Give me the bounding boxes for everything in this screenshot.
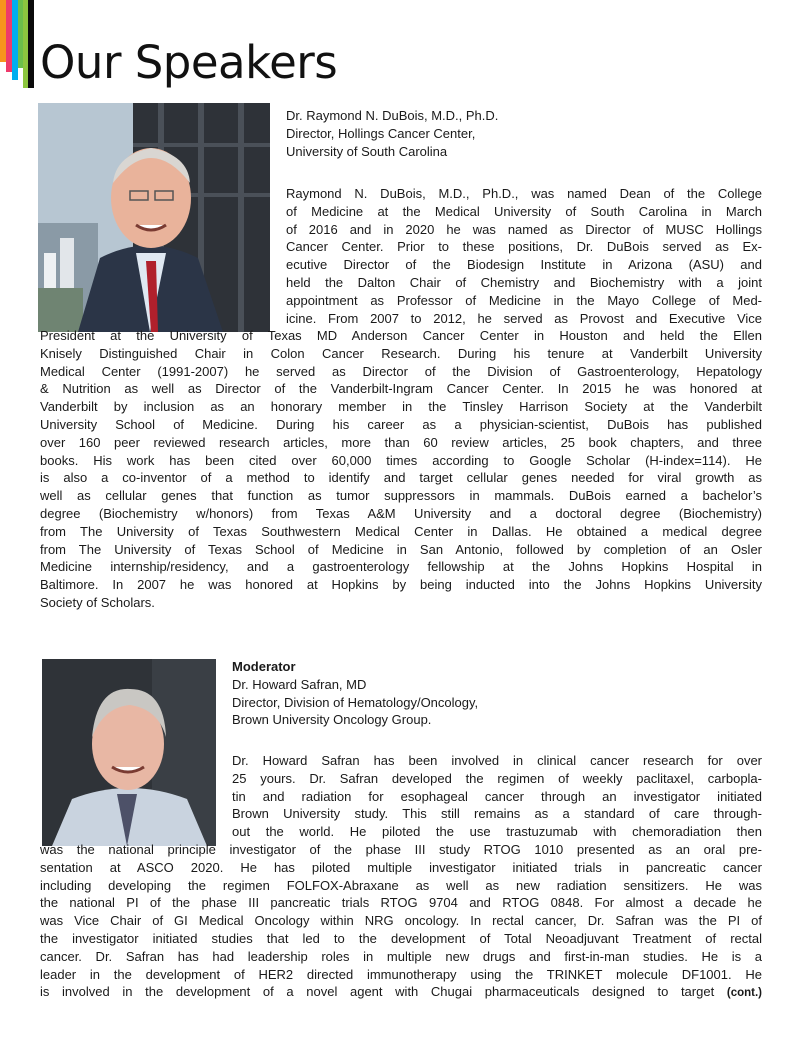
moderator-label: Moderator — [232, 659, 296, 674]
bio-line: over 160 peer reviewed research articles, more than 60 review articles, 25 book chapters, and three — [40, 434, 762, 450]
moderator-affiliation: Brown University Oncology Group. — [232, 712, 432, 728]
bio-line: Society of Scholars. — [40, 594, 155, 610]
bio-line: held the Dalton Chair of Chemistry and Biochemistry with a joint — [286, 274, 762, 290]
bio-line: Raymond N. DuBois, M.D., Ph.D., was named Dean of the College — [286, 186, 762, 201]
bio-line-last — [40, 983, 762, 1003]
bio-line: of 2016 and in 2020 he was named as Director of MUSC Hollings — [286, 221, 762, 237]
bio-line: the national PI of the phase III pancreatic trials RTOG 9704 and RTOG 0848. For almost a decade he — [40, 895, 762, 911]
bio-line: Medicine internship/residency, and a gastroenterology fellowship at the Johns Hopkins Hospital in — [40, 559, 762, 575]
bio-line: tin and radiation for esophageal cancer through an investigator initiated — [232, 788, 762, 804]
continued-marker: (cont.) — [726, 987, 762, 1000]
speaker-photo-dubois — [38, 103, 270, 332]
moderator-name: Dr. Howard Safran, MD — [232, 676, 367, 692]
page-title: Our Speakers — [40, 36, 338, 89]
moderator-photo-safran — [42, 659, 216, 846]
moderator-bio-full — [40, 841, 762, 1003]
bio-line: the investigator initiated studies that led to the development of Total Neoadjuvant Treatment of rectal — [40, 930, 762, 946]
bio-line: well as cellular genes that function as tumor suppressors in mammals. DuBois earned a bachelor’s — [40, 488, 762, 504]
bio-line-text: is involved in the development of a novel agent with Chugai pharmaceuticals designed to target — [40, 984, 715, 1000]
speaker-bio-block — [286, 107, 762, 160]
moderator-header — [232, 658, 762, 729]
bio-line: Vanderbilt by inclusion as an honorary member in the Tinsley Harrison Society at the Vanderbilt — [40, 399, 762, 415]
bio-line: icine. From 2007 to 2012, he served as Provost and Executive Vice — [286, 310, 762, 326]
bio-line: Brown University study. This still remains as a standard of care through- — [232, 806, 762, 822]
bio-line: 25 yours. Dr. Safran developed the regimen of weekly paclitaxel, carbopla- — [232, 770, 762, 786]
bio-line: Knisely Distinguished Chair in Colon Cancer Research. During his tenure at Vanderbilt University — [40, 345, 762, 361]
moderator-bio-wrapped — [232, 752, 762, 841]
bio-line: is also a co-inventor of a method to identify and target cellular genes needed for viral growth as — [40, 470, 762, 486]
bio-line: from The University of Texas Southwestern Medical Center in Dallas. He obtained a medical degree — [40, 523, 762, 539]
speaker-bio-full — [40, 327, 762, 612]
bio-line: Medical Center (1991-2007) he served as Director of the Division of Gastroenterology, Hepatology — [40, 363, 762, 379]
bio-line: leader in the development of HER2 directed immunotherapy using the TRINKET molecule DF1001. He — [40, 966, 762, 982]
speaker-bio-wrapped — [286, 185, 762, 327]
bio-line: degree (Biochemistry w/honors) from Texas A&M University and a doctoral degree (Biochemistry) — [40, 505, 762, 521]
speaker-title: Director, Hollings Cancer Center, — [286, 125, 476, 141]
bio-line: of Medicine at the Medical University of South Carolina in March — [286, 203, 762, 219]
bio-line: was Vice Chair of GI Medical Oncology within NRG oncology. In rectal cancer, Dr. Safran was the PI of — [40, 913, 762, 929]
speaker-affiliation: University of South Carolina — [286, 143, 448, 159]
bio-line: University School of Medicine. During his career as a physician-scientist, DuBois has published — [40, 416, 762, 432]
bio-line: cancer. Dr. Safran has had leadership roles in multiple new drugs and first-in-man studies. He is a — [40, 948, 762, 964]
bio-line: Dr. Howard Safran has been involved in clinical cancer research for over — [232, 753, 762, 768]
bio-line: ecutive Director of the Biodesign Institute in Arizona (ASU) and — [286, 257, 762, 273]
bio-line: from The University of Texas School of Medicine in San Antonio, followed by completion of an Osler — [40, 541, 762, 557]
bio-line: Baltimore. In 2007 he was honored at Hopkins by being inducted into the Johns Hopkins University — [40, 577, 762, 593]
bio-line: President at the University of Texas MD Anderson Cancer Center in Houston and held the Ellen — [40, 328, 762, 343]
bio-line: sentation at ASCO 2020. He has piloted multiple investigator initiated trials in pancreatic cancer — [40, 859, 762, 875]
bio-line: was the national principle investigator of the phase III study RTOG 1010 presented as an oral pre- — [40, 842, 762, 857]
moderator-title: Director, Division of Hematology/Oncology, — [232, 694, 479, 710]
bio-line: including developing the regimen FOLFOX-Abraxane as well as new radiation sensitizers. He was — [40, 877, 762, 893]
speaker-name: Dr. Raymond N. DuBois, M.D., Ph.D. — [286, 108, 499, 123]
bio-line: out the world. He piloted the use trastuzumab with chemoradiation then — [232, 824, 762, 840]
bio-line: appointment as Professor of Medicine in the Mayo College of Med- — [286, 292, 762, 308]
bio-line: Cancer Center. Prior to these positions, Dr. DuBois served as Ex- — [286, 239, 762, 255]
bio-line: & Nutrition as well as Director of the Vanderbilt-Ingram Cancer Center. In 2015 he was honored at — [40, 381, 762, 397]
bio-line: books. His work has been cited over 60,000 times according to Google Scholar (H-index=114). He — [40, 452, 762, 468]
